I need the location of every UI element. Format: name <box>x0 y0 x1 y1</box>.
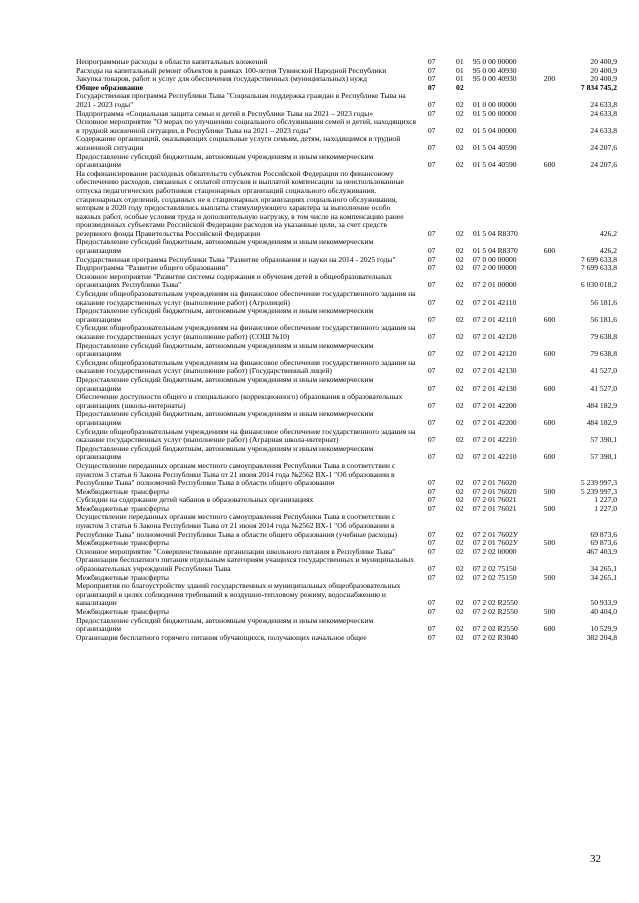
row-name: Обеспечение доступности общего и специального (коррекционного) образования в образовательных организациях (школы-интернаты) <box>76 392 403 410</box>
table-row <box>76 513 617 539</box>
table-row <box>76 92 617 109</box>
row-subsection-code: 02 <box>456 452 464 462</box>
row-target-article-code: 07 2 01 76021 <box>472 503 517 513</box>
row-amount: 20 400,9 <box>590 65 617 75</box>
row-section-code: 07 <box>427 246 436 256</box>
row-amount: 69 873,6 <box>590 529 617 539</box>
row-amount: 50 933,9 <box>590 598 617 608</box>
row-expense-type-code: 500 <box>543 486 556 496</box>
table-row <box>76 634 617 643</box>
row-expense-type-code: 600 <box>543 452 556 462</box>
row-name: Субсидии общеобразовательным учреждениям на финансовое обеспечение государственного задания на оказание государственных услуг (выполнение работ) (Агролицей) <box>76 289 416 307</box>
row-amount: 24 633,8 <box>590 99 617 109</box>
table-row <box>76 273 617 290</box>
row-section-code: 07 <box>427 65 436 75</box>
row-name: Подпрограмма "Развитие общего образования" <box>76 263 229 273</box>
row-name: Основное мероприятие "Совершенствование организации школьного питания в Республике Тыва" <box>76 546 396 556</box>
row-expense-type-code <box>535 58 563 67</box>
row-section-code: 07 <box>427 263 436 273</box>
table-row <box>76 324 617 341</box>
row-amount: 56 181,6 <box>590 297 617 307</box>
row-target-article-code: 07 2 01 42110 <box>472 314 517 324</box>
table-row <box>76 462 617 488</box>
row-subsection-code: 02 <box>456 564 464 574</box>
row-name: Предоставление субсидий бюджетным, автономным учреждениям и иным некоммерческим организациям <box>76 237 374 256</box>
table-row <box>76 582 617 608</box>
table-row <box>76 428 617 445</box>
row-name: Предоставление субсидий бюджетным, автономным учреждениям и иным некоммерческим организациям <box>76 340 374 359</box>
row-name: Осуществление переданных органам местного самоуправления Республики Тыва в соответствии с пунктом 3 статьи 6 Закона Республики Тыва от 21 июня 2014 года №2562 ВХ-1 "Об образовании в Республике Тыва" полномочий Республики Тыва в области общего образования <box>76 460 396 488</box>
row-target-article-code: 95 0 00 40930 <box>472 65 517 75</box>
row-target-article-code: 07 2 01 42130 <box>472 383 517 393</box>
row-name: Государственная программа Республики Тыва "Социальная поддержка граждан в Республике Тыва на 2021 - 2023 годы" <box>76 91 406 109</box>
row-name: Субсидии общеобразовательным учреждениям на финансовое обеспечение государственного задания на оказание государственных услуг (выполнение работ) (СОШ №10) <box>76 323 416 341</box>
row-subsection-code: 01 <box>456 57 464 66</box>
row-target-article-code: 01 5 04 00000 <box>472 125 517 135</box>
row-target-article-code: 07 2 02 R2550 <box>472 624 518 634</box>
row-expense-type-code: 600 <box>543 314 556 324</box>
row-section-code: 07 <box>427 332 436 341</box>
row-target-article-code: 07 2 02 75150 <box>472 572 517 582</box>
row-section-code: 07 <box>427 160 436 170</box>
row-subsection-code: 02 <box>456 478 464 488</box>
row-target-article-code: 07 2 01 7602У <box>472 538 519 548</box>
table-row <box>76 238 617 255</box>
row-section-code: 07 <box>427 82 436 92</box>
row-expense-type-code: 600 <box>543 246 556 256</box>
row-subsection-code: 02 <box>456 598 464 608</box>
row-section-code: 07 <box>427 383 436 393</box>
row-section-code: 07 <box>427 546 436 556</box>
row-subsection-code: 02 <box>456 160 464 170</box>
row-expense-type-code <box>535 135 563 152</box>
row-expense-type-code <box>535 513 563 539</box>
row-target-article-code: 07 2 02 00000 <box>472 546 517 556</box>
row-name: Основное мероприятие "Развитие системы содержания и обучения детей в общеобразовательных организациях Республики Тыва" <box>76 271 393 290</box>
row-amount: 24 633,8 <box>590 125 617 135</box>
row-amount: 1 227,0 <box>594 503 617 513</box>
row-amount: 426,2 <box>599 228 617 238</box>
row-name: Организация бесплатного питания отдельным категориям учащихся государственных и муниципальных образовательных учреждений Республики Тыва <box>76 555 415 574</box>
row-expense-type-code: 500 <box>543 572 556 582</box>
row-amount: 57 390,1 <box>590 435 617 445</box>
row-subsection-code: 02 <box>456 486 464 496</box>
row-subsection-code: 02 <box>456 228 464 238</box>
row-name: Предоставление субсидий бюджетным, автономным учреждениям и иным некоммерческим организациям <box>76 443 374 462</box>
row-subsection-code: 02 <box>456 108 464 118</box>
row-amount: 10 529,9 <box>590 624 617 634</box>
row-amount: 20 400,9 <box>590 57 617 66</box>
row-name: Межбюджетные трансферты <box>76 503 169 513</box>
row-expense-type-code: 600 <box>543 417 556 427</box>
row-section-code: 07 <box>427 366 436 376</box>
row-expense-type-code <box>535 110 563 119</box>
row-target-article-code: 07 2 01 42130 <box>472 366 517 376</box>
row-section-code: 07 <box>427 108 436 118</box>
row-expense-type-code <box>535 556 563 573</box>
table-row <box>76 410 617 427</box>
row-subsection-code: 02 <box>456 366 464 376</box>
row-name: Межбюджетные трансферты <box>76 572 169 582</box>
row-section-code: 07 <box>427 297 436 307</box>
row-name: Межбюджетные трансферты <box>76 607 169 616</box>
row-name: Непрограммные расходы в области капитальных вложений <box>76 57 268 66</box>
row-target-article-code: 07 2 02 R3040 <box>472 632 518 642</box>
row-expense-type-code <box>535 548 563 557</box>
budget-table-body <box>76 58 617 642</box>
row-subsection-code: 02 <box>456 349 464 359</box>
row-target-article-code <box>473 84 535 93</box>
row-section-code: 07 <box>427 624 436 634</box>
row-section-code: 07 <box>427 632 436 642</box>
row-name: Подпрограмма «Социальная защита семьи и детей в Республике Тыва на 2021 – 2023 годы» <box>76 108 374 118</box>
row-amount: 41 527,0 <box>590 383 617 393</box>
row-name: Организация бесплатного горячего питания обучающихся, получающих начальное общее <box>76 632 367 642</box>
row-subsection-code: 02 <box>456 82 464 92</box>
row-amount: 5 239 997,3 <box>580 478 617 488</box>
row-section-code: 07 <box>427 254 436 264</box>
row-expense-type-code: 600 <box>543 349 556 359</box>
row-target-article-code: 01 5 04 40590 <box>472 142 517 152</box>
row-name: Содержание организаций, оказывающих социальные услуги семьям, детям, находящимся в трудной жизненной ситуации <box>76 134 401 152</box>
row-subsection-code: 01 <box>456 65 464 75</box>
row-name: Межбюджетные трансферты <box>76 538 169 548</box>
row-expense-type-code <box>535 256 563 265</box>
row-amount: 426,2 <box>599 246 617 256</box>
row-subsection-code: 02 <box>456 503 464 513</box>
row-name: Общее образование <box>76 82 144 92</box>
row-subsection-code: 02 <box>456 572 464 582</box>
page-number: 32 <box>590 853 601 865</box>
row-expense-type-code <box>535 582 563 608</box>
row-subsection-code: 02 <box>456 297 464 307</box>
row-target-article-code: 07 2 01 42210 <box>472 452 517 462</box>
table-row <box>76 307 617 324</box>
table-row <box>76 170 617 239</box>
row-section-code: 07 <box>427 452 436 462</box>
row-name: Предоставление субсидий бюджетным, автономным учреждениям и иным некоммерческим организациям <box>76 409 374 427</box>
row-section-code: 07 <box>427 417 436 427</box>
row-subsection-code: 02 <box>456 624 464 634</box>
row-target-article-code: 07 2 01 42200 <box>472 417 517 427</box>
row-subsection-code: 02 <box>456 632 464 642</box>
row-subsection-code: 02 <box>456 99 464 109</box>
row-amount: 24 207,6 <box>590 160 617 170</box>
row-subsection-code: 01 <box>456 74 464 84</box>
row-expense-type-code <box>535 324 563 341</box>
table-row <box>76 617 617 634</box>
row-section-code: 07 <box>427 503 436 513</box>
row-target-article-code: 01 5 00 00000 <box>472 108 517 118</box>
row-expense-type-code: 500 <box>543 503 556 513</box>
row-section-code: 07 <box>427 607 436 616</box>
table-row <box>76 359 617 376</box>
row-name: Межбюджетные трансферты <box>76 486 169 496</box>
row-amount: 79 638,8 <box>590 349 617 359</box>
row-name: Предоставление субсидий бюджетным, автономным учреждениям и иным некоммерческим организациям <box>76 306 374 324</box>
row-subsection-code: 02 <box>456 332 464 341</box>
row-expense-type-code <box>535 84 563 93</box>
row-amount: 56 181,6 <box>590 314 617 324</box>
row-target-article-code: 07 2 02 R2550 <box>472 598 518 608</box>
row-name: Предоставление субсидий бюджетным, автономным учреждениям и иным некоммерческим организациям <box>76 374 374 393</box>
row-section-code: 07 <box>427 435 436 445</box>
row-amount: 69 873,6 <box>590 538 617 548</box>
row-section-code: 07 <box>427 486 436 496</box>
row-section-code: 07 <box>427 349 436 359</box>
row-amount: 20 400,9 <box>590 74 617 84</box>
row-amount: 79 638,8 <box>590 332 617 341</box>
row-expense-type-code: 600 <box>543 160 556 170</box>
row-subsection-code: 02 <box>456 125 464 135</box>
row-name: Государственная программа Республики Тыва "Развитие образования и науки на 2014 - 2025 годы" <box>76 254 396 264</box>
row-name: Предоставление субсидий бюджетным, автономным учреждениям и иным некоммерческим организациям <box>76 615 374 634</box>
row-name: Субсидии общеобразовательным учреждениям на финансовое обеспечение государственного задания на оказание государственных услуг (выполнение работ) (Аграрная школа-интернат) <box>76 426 416 445</box>
table-row <box>76 376 617 393</box>
row-amount: 484 182,9 <box>586 417 617 427</box>
table-row <box>76 445 617 462</box>
row-subsection-code: 02 <box>456 263 464 273</box>
row-section-code: 07 <box>427 538 436 548</box>
row-subsection-code: 02 <box>456 280 464 290</box>
row-target-article-code: 01 0 00 00000 <box>472 99 517 109</box>
row-name: Основное мероприятие "О мерах по улучшению социального обслуживания семей и детей, находящихся в трудной жизненной ситуации, в Республике Тыва на 2021 – 2023 годы" <box>76 117 417 135</box>
row-expense-type-code <box>535 634 563 643</box>
row-amount: 6 030 018,2 <box>580 280 617 290</box>
table-row <box>76 556 617 573</box>
row-section-code: 07 <box>427 529 436 539</box>
row-target-article-code: 07 2 01 76020 <box>472 478 517 488</box>
row-target-article-code: 07 2 01 76021 <box>472 495 517 505</box>
row-expense-type-code: 500 <box>543 607 556 616</box>
row-amount: 34 265,1 <box>590 564 617 574</box>
row-expense-type-code <box>535 118 563 135</box>
row-target-article-code: 95 0 00 00000 <box>472 57 517 66</box>
row-target-article-code: 07 2 01 42120 <box>472 332 517 341</box>
row-section-code: 07 <box>427 99 436 109</box>
row-expense-type-code: 600 <box>543 624 556 634</box>
row-amount: 34 265,1 <box>590 572 617 582</box>
row-target-article-code: 07 2 01 42200 <box>472 400 517 410</box>
row-expense-type-code: 200 <box>543 74 556 84</box>
row-target-article-code: 07 2 01 76020 <box>472 486 517 496</box>
row-subsection-code: 02 <box>456 495 464 505</box>
row-section-code: 07 <box>427 57 436 66</box>
row-section-code: 07 <box>427 125 436 135</box>
row-amount: 1 227,0 <box>594 495 617 505</box>
row-amount: 24 207,6 <box>590 142 617 152</box>
row-subsection-code: 02 <box>456 400 464 410</box>
row-target-article-code: 07 2 01 42120 <box>472 349 517 359</box>
row-target-article-code: 07 2 01 7602У <box>472 529 519 539</box>
row-amount: 24 633,8 <box>590 108 617 118</box>
row-section-code: 07 <box>427 564 436 574</box>
row-target-article-code: 07 2 02 R2550 <box>472 607 518 616</box>
row-section-code: 07 <box>427 478 436 488</box>
table-row <box>76 342 617 359</box>
row-amount: 5 239 997,3 <box>580 486 617 496</box>
row-target-article-code: 07 2 02 75150 <box>472 564 517 574</box>
row-target-article-code: 07 2 00 00000 <box>472 263 517 273</box>
row-expense-type-code <box>535 393 563 410</box>
row-expense-type-code <box>535 359 563 376</box>
row-target-article-code: 95 0 00 40930 <box>472 74 517 84</box>
row-target-article-code: 07 2 01 42110 <box>472 297 517 307</box>
table-row <box>76 290 617 307</box>
row-amount: 57 390,1 <box>590 452 617 462</box>
row-subsection-code: 02 <box>456 417 464 427</box>
row-section-code: 07 <box>427 495 436 505</box>
row-subsection-code: 02 <box>456 254 464 264</box>
row-subsection-code: 02 <box>456 246 464 256</box>
row-amount: 382 204,8 <box>586 632 617 642</box>
row-section-code: 07 <box>427 572 436 582</box>
row-target-article-code: 07 2 01 00000 <box>472 280 517 290</box>
row-expense-type-code <box>535 170 563 239</box>
row-amount: 467 403,9 <box>586 546 617 556</box>
row-amount: 7 834 745,2 <box>580 82 617 92</box>
row-name: Предоставление субсидий бюджетным, автономным учреждениям и иным некоммерческим организациям <box>76 151 374 170</box>
row-section-code: 07 <box>427 314 436 324</box>
budget-table <box>76 58 617 642</box>
row-section-code: 07 <box>427 598 436 608</box>
row-section-code: 07 <box>427 228 436 238</box>
row-subsection-code: 02 <box>456 529 464 539</box>
row-expense-type-code <box>535 273 563 290</box>
row-section-code: 07 <box>427 74 436 84</box>
row-section-code: 07 <box>427 280 436 290</box>
row-amount: 484 182,9 <box>586 400 617 410</box>
row-expense-type-code: 500 <box>543 538 556 548</box>
row-name: Мероприятия по благоустройству зданий государственных и муниципальных общеобразовательных организаций в целях соблюдения требований к воздушно-тепловому режиму, водоснабжению и канализации <box>76 581 401 608</box>
row-name: Расходы на капитальный ремонт объектов в рамках 100-летия Тувинской Народной Республики <box>76 65 387 75</box>
row-target-article-code: 07 0 00 00000 <box>472 254 517 264</box>
row-section-code: 07 <box>427 142 436 152</box>
row-subsection-code: 02 <box>456 314 464 324</box>
row-target-article-code: 01 5 04 R8370 <box>472 246 518 256</box>
row-amount: 40 404,0 <box>590 607 617 616</box>
row-expense-type-code <box>535 290 563 307</box>
table-row <box>76 153 617 170</box>
row-target-article-code: 07 2 01 42210 <box>472 435 517 445</box>
row-subsection-code: 02 <box>456 435 464 445</box>
row-subsection-code: 02 <box>456 546 464 556</box>
table-row <box>76 118 617 135</box>
row-name: Осуществление переданных органам местного самоуправления Республики Тыва в соответствии с пунктом 3 статьи 6 Закона Республики Тыва от 21 июня 2014 года №2562 ВХ-1 "Об образовании в Республике Тыва" полномочий Республики Тыва в области общего образования (учебные расходы) <box>76 512 398 539</box>
row-amount: 7 699 633,8 <box>580 263 617 273</box>
row-amount: 7 699 633,8 <box>580 254 617 264</box>
row-expense-type-code <box>535 92 563 109</box>
row-amount: 41 527,0 <box>590 366 617 376</box>
table-row <box>76 75 617 84</box>
row-expense-type-code <box>535 428 563 445</box>
row-expense-type-code: 600 <box>543 383 556 393</box>
row-subsection-code: 02 <box>456 142 464 152</box>
row-target-article-code: 01 5 04 R8370 <box>472 228 518 238</box>
row-name: Субсидии общеобразовательным учреждениям на финансовое обеспечение государственного задания на оказание государственных услуг (выполнение работ) (Государственный лицей) <box>76 357 416 376</box>
row-target-article-code: 01 5 04 40590 <box>472 160 517 170</box>
row-name: Закупка товаров, работ и услуг для обеспечения государственных (муниципальных) нужд <box>76 74 367 84</box>
row-expense-type-code <box>535 462 563 488</box>
row-expense-type-code <box>535 264 563 273</box>
table-row <box>76 393 617 410</box>
row-section-code: 07 <box>427 400 436 410</box>
row-name: На софинансирование расходных обязательств субъектов Российской Федерации по финансовому обеспечению расходов, связанных с оплатой отпусков и выплатой компенсации за неиспользованные отпуска педагогических работников стационарных организаций социального обслуживания, стационарных отделений, созданных не в стационарных организациях социального обслуживания, которым в 2020 году предоставлялись выплаты стимулирующего характера за выполнение особо важных работ, особые условия труда и дополнительную нагрузку, в том числе на компенсацию ранее произведенных субъектами Российской Федерации расходов на указанные цели, за счет средств резервного фонда Правительства Российской Федерации <box>76 168 404 238</box>
table-row <box>76 135 617 152</box>
row-subsection-code: 02 <box>456 383 464 393</box>
row-name: Субсидии на содержание детей чабанов в образовательных организациях <box>76 495 314 505</box>
row-subsection-code: 02 <box>456 607 464 616</box>
row-subsection-code: 02 <box>456 538 464 548</box>
